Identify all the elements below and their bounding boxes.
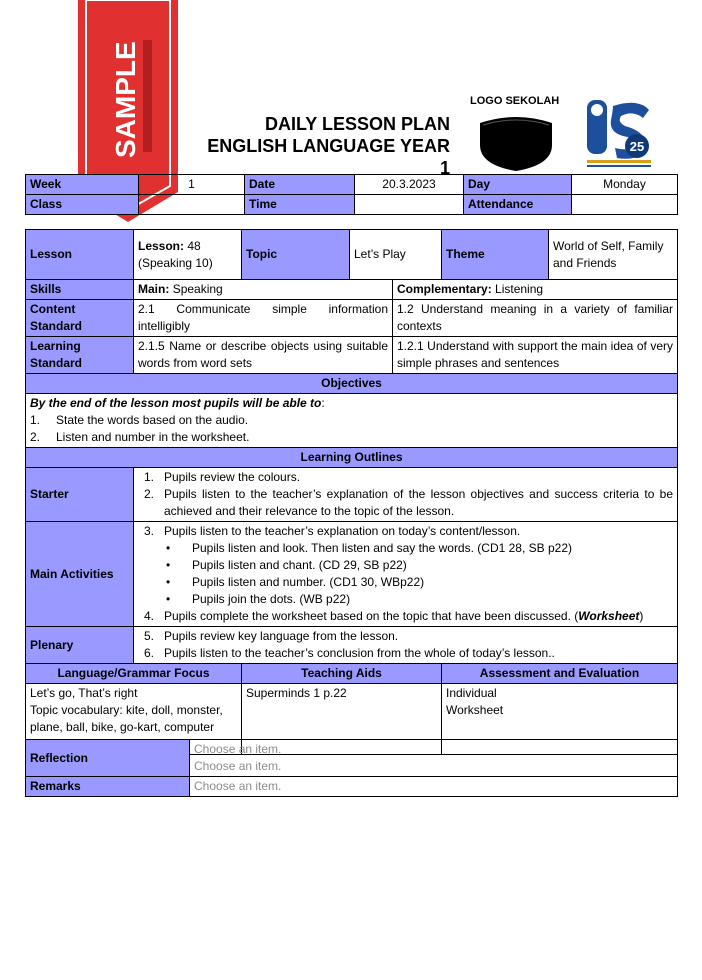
lesson-value [134,230,242,280]
attendance-label: Attendance [464,195,572,215]
topic-label: Topic [242,230,350,280]
reflection-dropdown[interactable]: Choose an item. [194,742,282,756]
skills-label: Skills [26,280,134,300]
objective-text: State the words based on the audio. [56,413,249,427]
remarks-label: Remarks [26,777,190,797]
skills-complementary [393,280,678,300]
learning-standard-comp: 1.2.1 Understand with support the main idea of very simple phrases and sentences [393,337,678,374]
plenary-text: Pupils review key language from the lesson. [164,629,399,643]
assessment-line: Individual [446,686,497,700]
day-value[interactable]: Monday [572,175,678,195]
title-line-1: DAILY LESSON PLAN [264,114,450,134]
learning-standard-main: 2.1.5 Name or describe objects using suitable words from word sets [134,337,393,374]
lesson-label: Lesson [26,230,134,280]
reflection-value[interactable] [190,740,678,777]
activity-bullet: • Pupils listen and chant. (CD 29, SB p22) [166,558,407,572]
language-focus-heading: Language/Grammar Focus [26,664,242,684]
topic-value: Let’s Play [350,230,442,280]
lesson-prefix: Lesson: [138,238,185,253]
anniversary-badge-logo [583,96,655,175]
content-standard-comp: 1.2 Understand meaning in a variety of familiar contexts [393,300,678,337]
objective-item [30,429,673,446]
main-activity-item [138,523,673,540]
activity-bullet: • Pupils join the dots. (WB p22) [166,592,351,606]
topic-vocabulary: Topic vocabulary: kite, doll, monster, plane, ball, bike, go-kart, computer [30,703,223,734]
main-activity-item [138,608,673,625]
starter-label: Starter [26,468,134,522]
main-activities-label: Main Activities [26,522,134,627]
plenary-text: Pupils listen to the teacher’s conclusion from the whole of today’s lesson.. [164,646,555,660]
reflection-dropdown[interactable]: Choose an item. [194,759,282,773]
plenary-num: 6. [144,646,155,660]
assessment-heading: Assessment and Evaluation [442,664,678,684]
main-prefix: Main: [138,282,170,296]
plenary-num: 5. [144,629,155,643]
class-label: Class [26,195,139,215]
objectives-heading: Objectives [26,374,678,394]
objectives-intro-text: By the end of the lesson most pupils will be able to [30,396,322,410]
objective-text: Listen and number in the worksheet. [56,430,250,444]
time-value[interactable] [355,195,464,215]
lesson-number: 48 [187,238,201,253]
starter-item [138,486,673,520]
content-standard-main: 2.1 Communicate simple information intelligibly [134,300,393,337]
activity-bullet: • Pupils listen and look. Then listen and say the words. (CD1 28, SB p22) [166,541,572,555]
starter-item [138,469,673,486]
week-label: Week [26,175,139,195]
content-standard-label: Content Standard [26,300,134,337]
learning-outlines-heading: Learning Outlines [26,448,678,468]
main-activity-text: Pupils complete the worksheet based on the topic that have been discussed. ( [164,609,579,623]
starter-text: Pupils listen to the teacher’s explanation of the lesson objectives and success criteria to be achieved and their relevance to the topic of the lesson. [164,487,673,518]
assessment-line: Worksheet [446,703,504,717]
main-activities-body [134,522,678,627]
teaching-aids-heading: Teaching Aids [242,664,442,684]
objectives-intro-colon: : [321,396,325,410]
main-activity-num: 4. [144,609,155,623]
comp-value: Listening [495,282,544,296]
learning-standard-label: Learning Standard [26,337,134,374]
starter-body [134,468,678,522]
skills-main [134,280,393,300]
reflection-label: Reflection [26,740,190,777]
document-title [200,113,450,179]
date-label: Date [245,175,355,195]
info-table [25,174,678,215]
watermark-text: SAMPLE [110,41,141,158]
plenary-body [134,627,678,664]
plenary-label: Plenary [26,627,134,664]
activity-bullet-text: Pupils listen and number. (CD1 30, WBp22) [192,575,425,589]
main-activity-text: Pupils listen to the teacher’s explanation on today’s content/lesson. [164,524,521,538]
objectives-intro [30,395,673,412]
day-label: Day [464,175,572,195]
class-value[interactable] [139,195,245,215]
objective-item [30,412,673,429]
time-label: Time [245,195,355,215]
theme-value: World of Self, Family and Friends [549,230,678,280]
remarks-dropdown[interactable]: Choose an item. [190,777,678,797]
main-value: Speaking [172,282,223,296]
lesson-table [25,229,678,755]
plenary-item [138,645,673,662]
reflection-table [25,739,678,797]
activity-bullet-text: Pupils join the dots. (WB p22) [192,592,351,606]
activity-bullet-text: Pupils listen and chant. (CD 29, SB p22) [192,558,407,572]
plenary-item [138,628,673,645]
badge-number: 25 [629,139,645,154]
starter-num: 1. [144,470,155,484]
objective-num: 2. [30,430,41,444]
attendance-value[interactable] [572,195,678,215]
theme-label: Theme [442,230,549,280]
logo-label: LOGO SEKOLAH [470,95,560,107]
teaching-aids-value: Superminds 1 p.22 [242,684,442,755]
activity-bullet-text: Pupils listen and look. Then listen and say the words. (CD1 28, SB p22) [192,541,572,555]
activity-bullet: • Pupils listen and number. (CD1 30, WBp22) [166,575,425,589]
main-activity-num: 3. [144,524,155,538]
starter-text: Pupils review the colours. [164,470,301,484]
worksheet-emphasis: Worksheet [578,609,640,623]
lesson-detail: (Speaking 10) [138,255,213,270]
week-value[interactable]: 1 [139,175,245,195]
date-value[interactable]: 20.3.2023 [355,175,464,195]
objectives-body [26,394,678,448]
starter-num: 2. [144,487,155,501]
comp-prefix: Complementary: [397,282,492,296]
title-line-2: ENGLISH LANGUAGE YEAR 1 [207,136,450,178]
school-logo-shield [478,115,554,174]
objective-num: 1. [30,413,41,427]
main-activity-close: ) [639,609,644,623]
language-focus-line: Let’s go, That’s right [30,686,138,700]
